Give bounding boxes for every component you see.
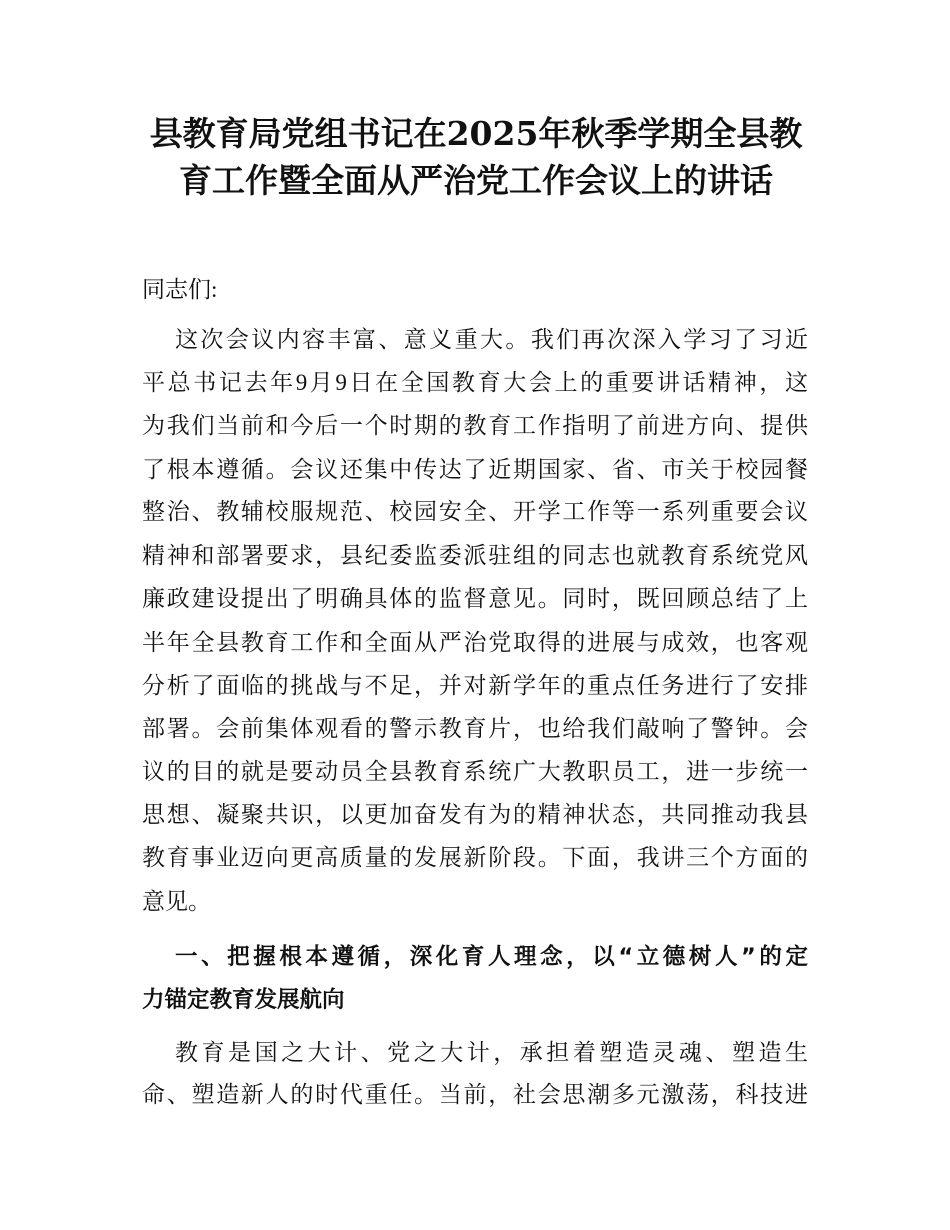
heading-line: 一、把握根本遵循，深化育人理念，以“立德树人”的定 <box>175 944 808 970</box>
text-line: 为我们当前和今后一个时期的教育工作指明了前进方向、提供 <box>142 413 808 438</box>
heading-line: 力锚定教育发展航向 <box>142 987 345 1013</box>
salutation: 同志们: <box>142 277 218 302</box>
text-line: 分析了面临的挑战与不足，并对新学年的重点任务进行了安排 <box>142 673 808 698</box>
text-line: 平总书记去年9月9日在全国教育大会上的重要讲话精神，这 <box>142 370 808 395</box>
text-line: 思想、凝聚共识，以更加奋发有为的精神状态，共同推动我县 <box>142 802 808 827</box>
text-line: 廉政建设提出了明确具体的监督意见。同时，既回顾总结了上 <box>142 586 808 611</box>
text-line: 精神和部署要求，县纪委监委派驻组的同志也就教育系统党风 <box>142 543 808 568</box>
text-line: 这次会议内容丰富、意义重大。我们再次深入学习了习近 <box>175 327 808 352</box>
text-line: 议的目的就是要动员全县教育系统广大教职员工，进一步统一 <box>142 759 808 784</box>
text-line: 了根本遵循。会议还集中传达了近期国家、省、市关于校园餐 <box>142 457 808 482</box>
text-line: 整治、教辅校服规范、校园安全、开学工作等一系列重要会议 <box>142 499 808 524</box>
text-line: 教育事业迈向更高质量的发展新阶段。下面，我讲三个方面的 <box>142 845 808 870</box>
text-line: 半年全县教育工作和全面从严治党取得的进展与成效，也客观 <box>142 630 808 655</box>
text-line: 命、塑造新人的时代重任。当前，社会思潮多元激荡，科技进 <box>142 1082 808 1107</box>
text-line: 教育是国之大计、党之大计，承担着塑造灵魂、塑造生 <box>175 1040 808 1065</box>
title-line: 县教育局党组书记在2025年秋季学期全县教 <box>149 114 803 153</box>
title-line: 育工作暨全面从严治党工作会议上的讲话 <box>179 161 773 200</box>
text-line: 部署。会前集体观看的警示教育片，也给我们敲响了警钟。会 <box>142 716 808 741</box>
text-line: 意见。 <box>142 889 211 914</box>
